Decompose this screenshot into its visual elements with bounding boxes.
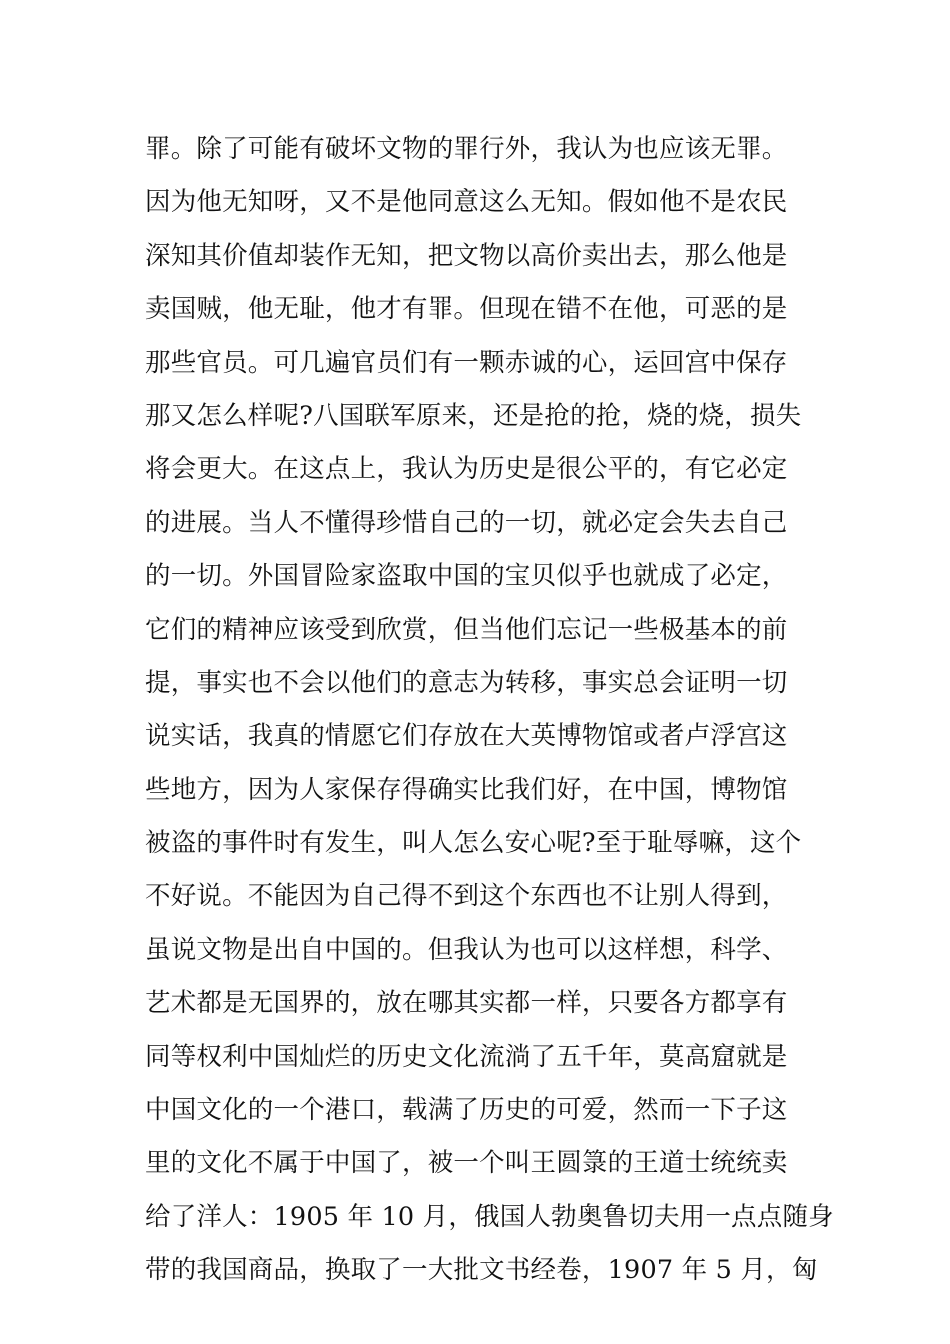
text-line: 因为他无知呀，又不是他同意这么无知。假如他不是农民 — [145, 187, 788, 218]
text-line: 同等权利中国灿烂的历史文化流淌了五千年，莫高窟就是 — [145, 1041, 788, 1072]
text-line: 不好说。不能因为自己得不到这个东西也不让别人得到， — [145, 881, 788, 912]
text-line: 的一切。外国冒险家盗取中国的宝贝似乎也就成了必定， — [145, 561, 788, 592]
text-line: 被盗的事件时有发生，叫人怎么安心呢?至于耻辱嘛，这个 — [145, 828, 802, 859]
text-line: 说实话，我真的情愿它们存放在大英博物馆或者卢浮宫这 — [145, 721, 788, 752]
text-line: 些地方，因为人家保存得确实比我们好，在中国，博物馆 — [145, 774, 788, 805]
text-line: 卖国贼，他无耻，他才有罪。但现在错不在他，可恶的是 — [145, 294, 788, 325]
text-line: 给了洋人：1905 年 10 月，俄国人勃奥鲁切夫用一点点随身 — [145, 1201, 834, 1232]
text-line: 将会更大。在这点上，我认为历史是很公平的，有它必定 — [145, 454, 788, 485]
text-line: 虽说文物是出自中国的。但我认为也可以这样想，科学、 — [145, 934, 788, 965]
text-line: 那些官员。可几遍官员们有一颗赤诚的心，运回宫中保存 — [145, 347, 788, 378]
body-text — [145, 123, 834, 1298]
text-line: 它们的精神应该受到欣赏，但当他们忘记一些极基本的前 — [145, 614, 788, 645]
text-line: 中国文化的一个港口，载满了历史的可爱，然而一下子这 — [145, 1095, 788, 1126]
text-line: 带的我国商品，换取了一大批文书经卷，1907 年 5 月，匈 — [145, 1255, 818, 1286]
text-line: 那又怎么样呢?八国联军原来，还是抢的抢，烧的烧，损失 — [145, 400, 802, 431]
text-line: 提，事实也不会以他们的意志为转移，事实总会证明一切 — [145, 667, 788, 698]
text-line: 里的文化不属于中国了，被一个叫王圆箓的王道士统统卖 — [145, 1148, 788, 1179]
text-line: 深知其价值却装作无知，把文物以高价卖出去，那么他是 — [145, 240, 788, 271]
text-line: 的进展。当人不懂得珍惜自己的一切，就必定会失去自己 — [145, 507, 788, 538]
text-line: 艺术都是无国界的，放在哪其实都一样，只要各方都享有 — [145, 988, 788, 1019]
text-line: 罪。除了可能有破坏文物的罪行外，我认为也应该无罪。 — [145, 134, 788, 164]
